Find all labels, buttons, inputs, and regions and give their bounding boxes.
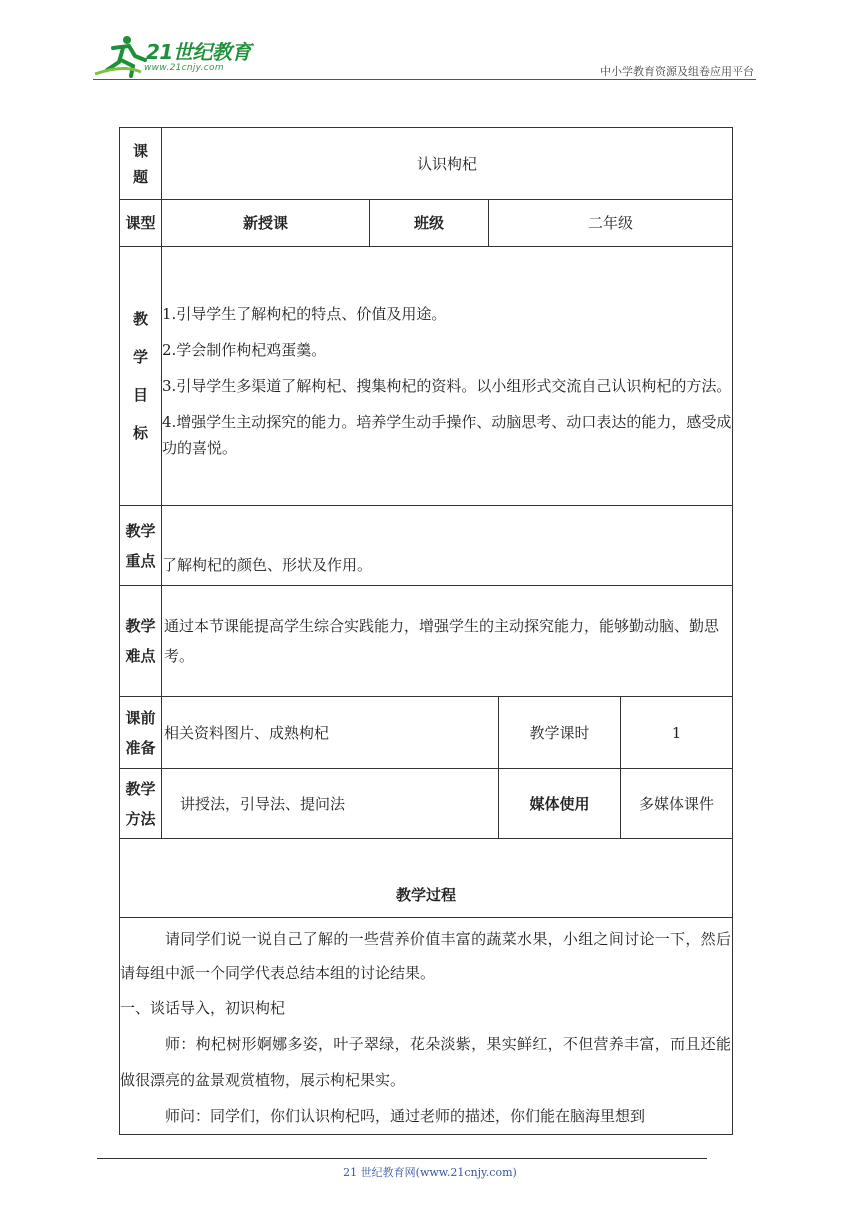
row-process-title — [120, 839, 733, 918]
row-type — [120, 200, 733, 247]
hours-value: 1 — [621, 697, 733, 769]
difficulty-label: 教学 难点 — [120, 586, 162, 697]
topic-label: 课 题 — [120, 128, 162, 200]
header-divider — [93, 79, 756, 80]
process-paragraph: 师：枸杞树形婀娜多姿，叶子翠绿，花朵淡紫，果实鲜红，不但营养丰富，而且还能做很漂亮的盆景观赏植物，展示枸杞果实。 — [120, 1035, 731, 1089]
process-title: 教学过程 — [120, 839, 733, 918]
type-value: 新授课 — [162, 200, 370, 247]
logo-text: 21世纪教育 — [146, 40, 251, 64]
platform-name: 中小学教育资源及组卷应用平台 — [600, 65, 754, 78]
method-label: 教学 方法 — [120, 769, 162, 839]
prep-value: 相关资料图片、成熟枸杞 — [162, 697, 499, 769]
goals-label: 教 学 目 标 — [120, 247, 162, 506]
hours-label: 教学课时 — [499, 697, 621, 769]
row-process — [120, 918, 733, 1135]
prep-label: 课前 准备 — [120, 697, 162, 769]
media-label: 媒体使用 — [499, 769, 621, 839]
difficulty-value: 通过本节课能提高学生综合实践能力，增强学生的主动探究能力，能够勤动脑、勤思考。 — [162, 586, 733, 697]
goals-list — [162, 247, 733, 506]
row-method — [120, 769, 733, 839]
lesson-plan-table — [119, 127, 733, 1135]
process-content — [120, 918, 733, 1135]
method-value: 讲授法，引导法、提问法 — [162, 769, 499, 839]
key-point-value: 了解枸杞的颜色、形状及作用。 — [162, 506, 733, 586]
row-difficulty — [120, 586, 733, 697]
row-preparation — [120, 697, 733, 769]
type-label: 课型 — [120, 200, 162, 247]
goal-item: 4.增强学生主动探究的能力。培养学生动手操作、动脑思考、动口表达的能力，感受成功的喜悦。 — [162, 413, 732, 457]
goal-item: 3.引导学生多渠道了解枸杞、搜集枸杞的资料。以小组形式交流自己认识枸杞的方法。 — [162, 377, 732, 395]
topic-value: 认识枸杞 — [162, 128, 733, 200]
footer-divider — [97, 1158, 707, 1159]
goal-item: 1.引导学生了解枸杞的特点、价值及用途。 — [162, 305, 447, 323]
goal-item: 2.学会制作枸杞鸡蛋羹。 — [162, 341, 327, 359]
logo-url: www.21cnjy.com — [144, 63, 224, 73]
row-key-point — [120, 506, 733, 586]
row-goals — [120, 247, 733, 506]
class-value: 二年级 — [489, 200, 733, 247]
key-point-label: 教学 重点 — [120, 506, 162, 586]
process-heading: 一、谈话导入，初识枸杞 — [120, 999, 286, 1017]
page-header — [0, 0, 860, 90]
footer-text: 21 世纪教育网(www.21cnjy.com) — [343, 1166, 517, 1179]
media-value: 多媒体课件 — [621, 769, 733, 839]
process-paragraph: 请同学们说一说自己了解的一些营养价值丰富的蔬菜水果，小组之间讨论一下，然后请每组中派一个同学代表总结本组的讨论结果。 — [120, 930, 731, 982]
class-label: 班级 — [370, 200, 489, 247]
process-paragraph: 师问：同学们，你们认识枸杞吗，通过老师的描述，你们能在脑海里想到 — [165, 1107, 646, 1125]
row-topic — [120, 128, 733, 200]
